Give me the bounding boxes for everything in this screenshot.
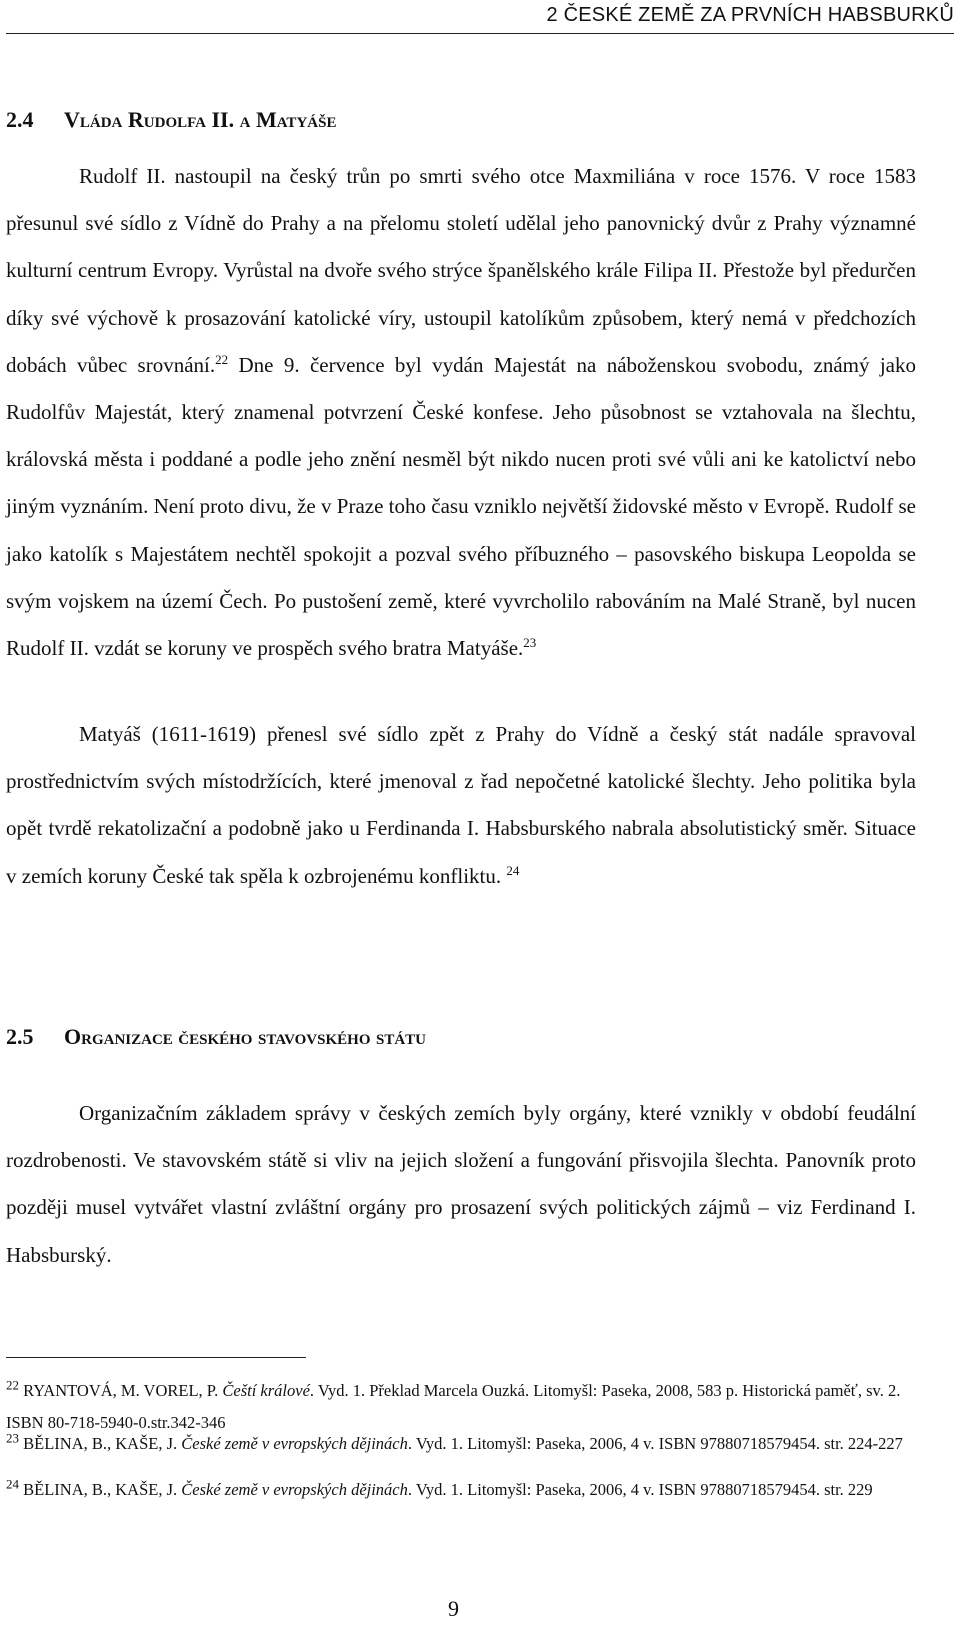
footnote-text: RYANTOVÁ, M. VOREL, P. (23, 1381, 223, 1400)
footnote-number: 22 (6, 1377, 19, 1393)
paragraph-matyas (6, 711, 916, 900)
section-number: 2.4 (6, 107, 34, 132)
footnote-text: BĚLINA, B., KAŠE, J. (23, 1434, 182, 1453)
footnote-22 (6, 1375, 916, 1439)
footnote-text: . Vyd. 1. Překlad Marcela Ouzká. Litomyšl: Paseka, 2008, 583 p. Historická paměť, sv. 2. ISBN 80-718-5940-0.str.342-346 (6, 1381, 901, 1432)
paragraph-text: Dne 9. července byl vydán Majestát na náboženskou svobodu, známý jako Rudolfův Majestát, který znamenal potvrzení České konfese. Jeho působnost se vztahovala na šlechtu, královská města i poddané a podle jeho znění nesměl být nikdo nucen proti své vůli ani ke katolictví nebo jiným vyznáním. Není proto divu, že v Praze toho času vzniklo největší židovské město v Evropě. Rudolf se jako katolík s Majestátem nechtěl spokojit a pozval svého příbuzného – pasovského biskupa Leopolda se svým vojskem na území Čech. Po pustošení země, které vyvrcholilo rabováním na Malé Straně, byl nucen Rudolf II. vzdát se koruny ve prospěch svého bratra Matyáše. (6, 352, 917, 661)
paragraph-rudolf (6, 153, 916, 672)
paragraph-text: Organizačním základem správy v českých zemích byly orgány, které vznikly v období feudální rozdrobenosti. Ve stavovském státě si vliv na jejich složení a fungování přisvojila šlechta. Panovník proto později musel vytvářet vlastní zvláštní orgány pro prosazení svých politických zájmů – viz Ferdinand I. Habsburský. (6, 1101, 916, 1267)
paragraph-organizace (6, 1090, 916, 1279)
footnote-book-title: České země v evropských dějinách (181, 1434, 408, 1453)
header-rule (6, 33, 954, 34)
section-title: Vláda Rudolfa II. a Matyáše (64, 107, 337, 132)
footnote-number: 23 (6, 1430, 19, 1446)
footnote-text: . Vyd. 1. Litomyšl: Paseka, 2006, 4 v. ISBN 97880718579454. str. 224-227 (407, 1434, 903, 1453)
footnote-ref-24[interactable]: 24 (506, 862, 520, 878)
footnote-24 (6, 1478, 916, 1501)
paragraph-text: Matyáš (1611-1619) přenesl své sídlo zpět z Prahy do Vídně a český stát nadále spravoval prostřednictvím svých místodržících, které jmenoval z řad nepočetné katolické šlechty. Jeho politika byla opět tvrdě rekatolizační a podobně jako u Ferdinanda I. Habsburského nabrala absolutistický směr. Situace v zemích koruny České tak spěla k ozbrojenému konfliktu. (6, 722, 916, 888)
running-header (547, 4, 954, 27)
section-heading-2-4 (6, 107, 336, 133)
footnote-ref-22[interactable]: 22 (215, 351, 229, 367)
page-number: 9 (448, 1596, 459, 1621)
footnote-separator (6, 1357, 306, 1358)
footnote-book-title: Čeští králové (222, 1381, 310, 1400)
footnote-23 (6, 1432, 916, 1455)
paragraph-text: Rudolf II. nastoupil na český trůn po smrti svého otce Maxmiliána v roce 1576. V roce 1583 přesunul své sídlo z Vídně do Prahy a na přelomu století udělal jeho panovnický dvůr z Prahy významné kulturní centrum Evropy. Vyrůstal na dvoře svého strýce španělského krále Filipa II. Přestože byl předurčen díky své výchově k prosazování katolické víry, ustoupil katolíkům způsobem, který nemá v předchozích dobách vůbec srovnání. (6, 164, 916, 377)
running-header-title: 2 ČESKÉ ZEMĚ ZA PRVNÍCH HABSBURKŮ (546, 4, 954, 26)
section-number: 2.5 (6, 1024, 34, 1049)
footnote-book-title: České země v evropských dějinách (181, 1480, 408, 1499)
footnote-text: BĚLINA, B., KAŠE, J. (23, 1480, 182, 1499)
footnote-ref-23[interactable]: 23 (523, 635, 537, 651)
section-heading-2-5 (6, 1024, 426, 1050)
footnote-number: 24 (6, 1476, 19, 1492)
section-title: Organizace českého stavovského státu (64, 1024, 427, 1049)
footnote-text: . Vyd. 1. Litomyšl: Paseka, 2006, 4 v. ISBN 97880718579454. str. 229 (407, 1480, 873, 1499)
